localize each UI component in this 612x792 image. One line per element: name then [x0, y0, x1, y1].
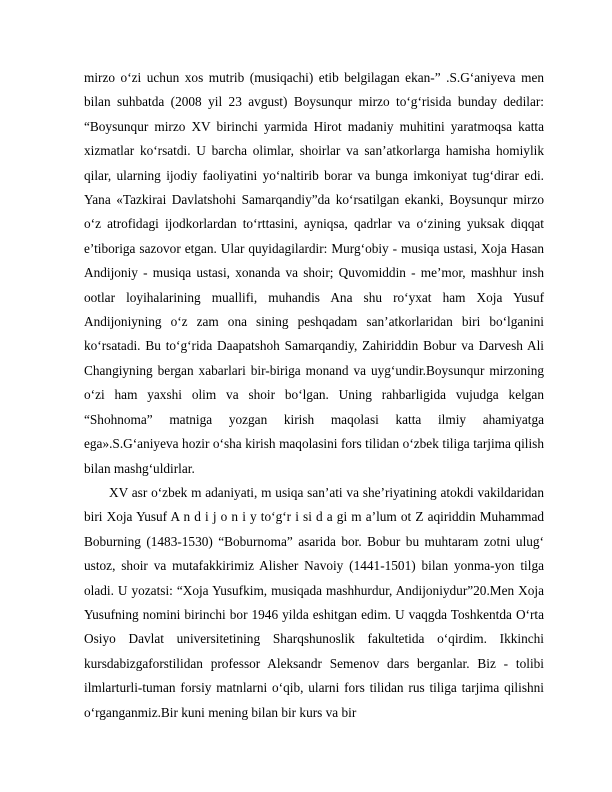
paragraph-2: XV asr o‘zbek m adaniyati, m usiqa san’ati va she’riyatining atokdi vakildaridan biri Xoja Yusuf A n d i j o n i y to‘g‘r i si d a gi m a’lum ot Z aqiriddin Muhammad Boburning (1483-1530) “Boburnoma” asarida bor. Bobur bu muhtaram zotni ulug‘ ustoz, shoir va mutafakkirimiz Alisher Navoiy (1441-1501) bilan yonma-yon tilga oladi. U yozatsi: “Xoja Yusufkim, musiqada mashhurdur, Andijoniydur”20.Men Xoja Yusufning nomini birinchi bor 1946 yilda eshitgan edim. U vaqgda Toshkentda O‘rta Osiyo Davlat universitetining Sharqshunoslik fakultetida o‘qirdim. Ikkinchi kursdabizgaforstilidan professor Aleksandr Semenov dars berganlar. Biz - tolibi ilmlarturli-tuman forsiy matnlarni o‘qib, ularni fors tilidan rus tiliga tarjima qilishni o‘rganganmiz.Bir kuni mening bilan bir kurs va bir [84, 484, 544, 720]
document-page [84, 66, 544, 725]
paragraph-1: mirzo o‘zi uchun xos mutrib (musiqachi) etib belgilagan ekan-” .S.G‘aniyeva men bilan suhbatda (2008 yil 23 avgust) Boysunqur mirzo to‘g‘risida bunday dedilar: “Boysunqur mirzo XV birinchi yarmida Hirot madaniy muhitini yaratmoqsa katta xizmatlar ko‘rsatdi. U barcha olimlar, shoirlar va san’atkorlarga hamisha homiylik qilar, ularning ijodiy faoliyatini yo‘naltirib borar va bunga imkoniyat tug‘dirar edi. Yana «Tazkirai Davlatshohi Samarqandiy”da ko‘rsatilgan ekanki, Boysunqur mirzo o‘z atrofidagi ijodkorlardan to‘rttasini, ayniqsa, qadrlar va o‘zining yuksak diqqat e’tiboriga sazovor etgan. Ular quyidagilardir: Murg‘obiy - musiqa ustasi, Xoja Hasan Andijoniy - musiqa ustasi, xonanda va shoir; Quvomiddin - me’mor, mashhur insh ootlar loyihalarining muallifi, muhandis Ana shu ro‘yxat ham Xoja Yusuf Andijoniyning o‘z zam ona sining peshqadam san’atkorlaridan biri bo‘lganini ko‘rsatadi. Bu to‘g‘rida Daapatshoh Samarqandiy, Zahiriddin Bobur va Darvesh Ali Changiyning bergan xabarlari bir-biriga monand va uyg‘undir.Boysunqur mirzoning o‘zi ham yaxshi olim va shoir bo‘lgan. Uning rahbarligida vujudga kelgan “Shohnoma” matniga yozgan kirish maqolasi katta ilmiy ahamiyatga ega».S.G‘aniyeva hozir o‘sha kirish maqolasini fors tilidan o‘zbek tiliga tarjima qilish bilan mashg‘uldirlar. [84, 70, 544, 476]
